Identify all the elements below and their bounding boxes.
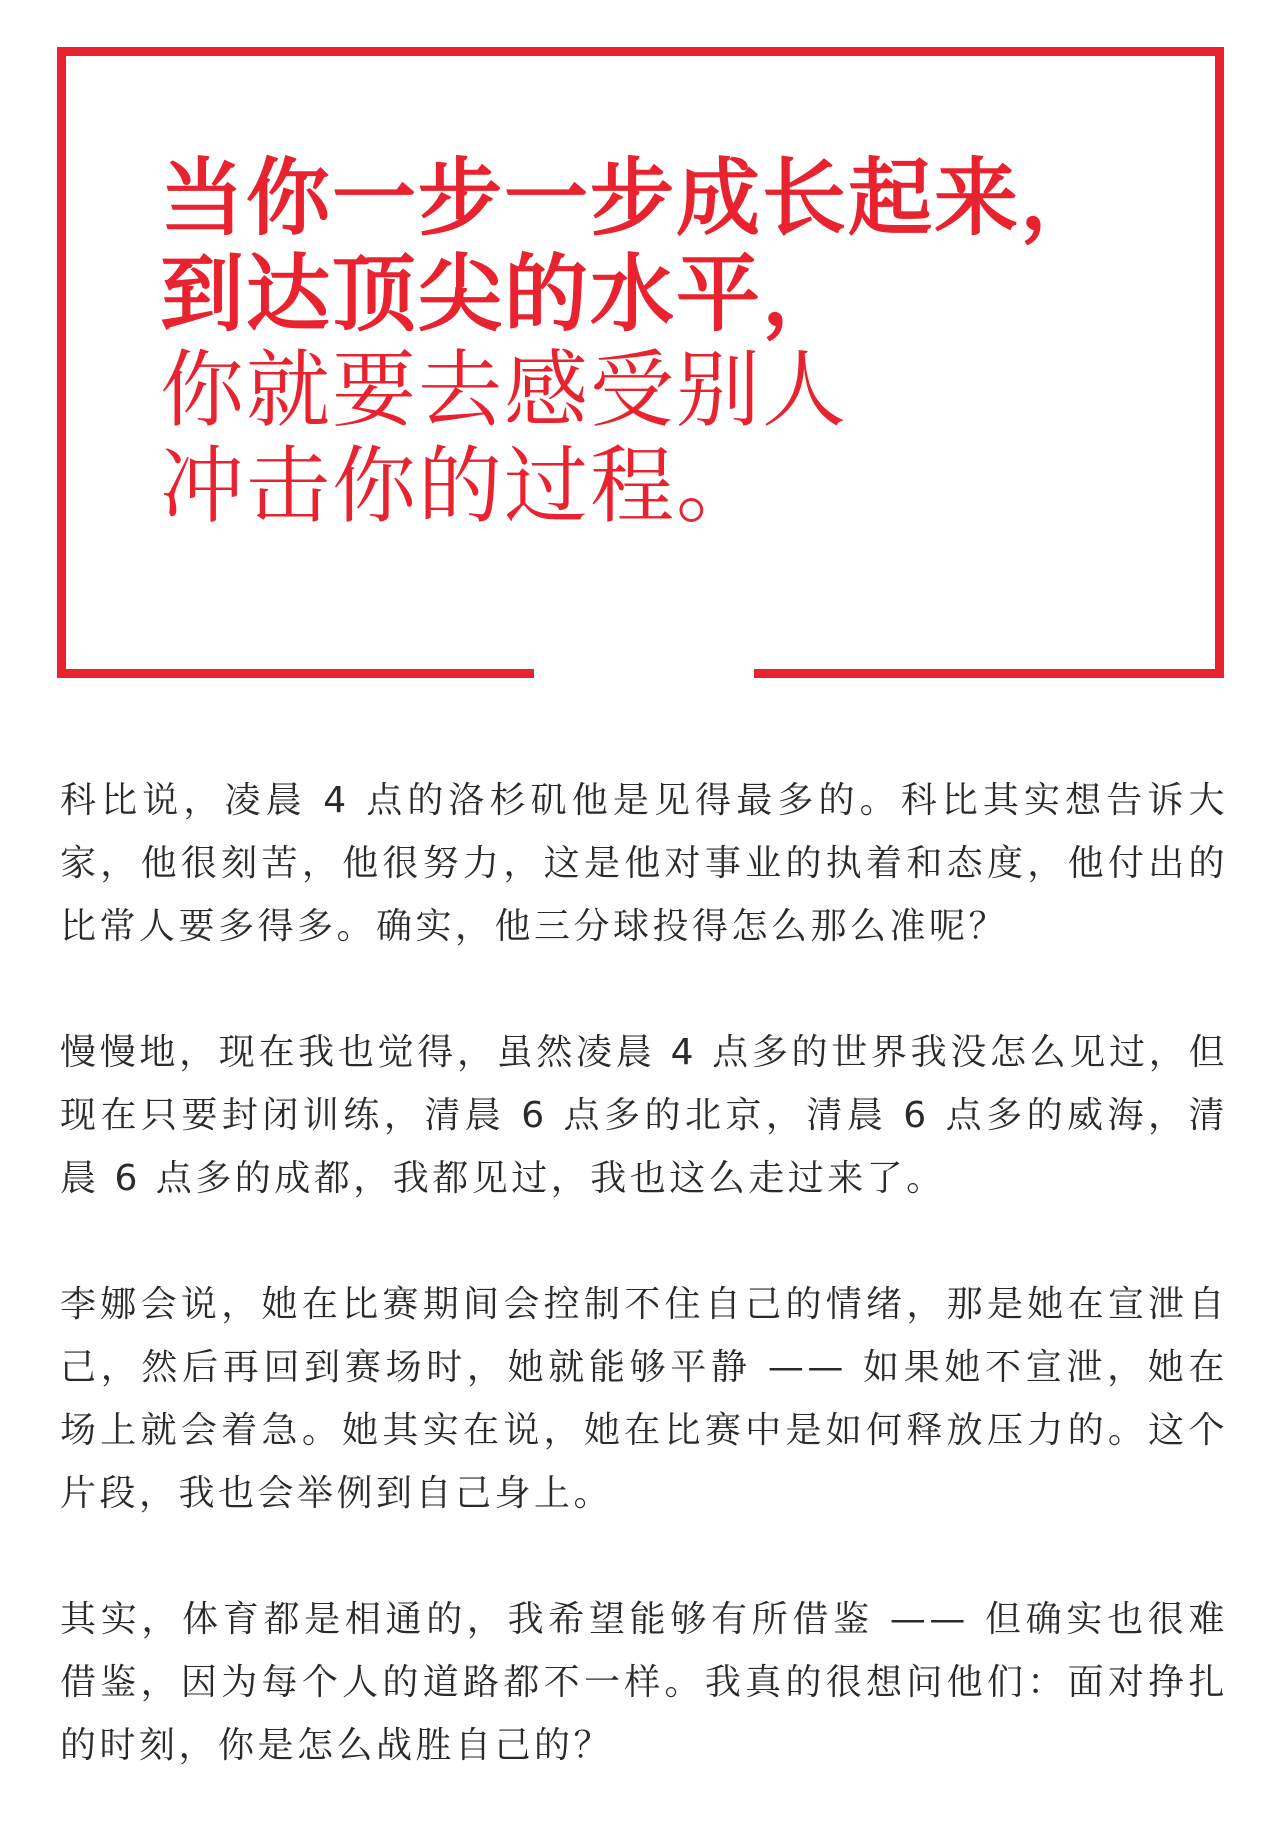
article-body: [60, 769, 1228, 1840]
quote-line-4: 冲击你的过程。: [160, 437, 763, 535]
quote-line-2: 到达顶尖的水平，: [160, 245, 849, 343]
quote-frame-bottom-right: [754, 669, 1224, 678]
paragraph-2: 慢慢地，现在我也觉得，虽然凌晨 4 点多的世界我没怎么见过，但现在只要封闭训练，清晨 6 点多的北京，清晨 6 点多的威海，清晨 6 点多的成都，我都见过，我也这么走过来了。: [60, 1032, 1228, 1199]
paragraph-1: 科比说，凌晨 4 点的洛杉矶他是见得最多的。科比其实想告诉大家，他很刻苦，他很努力，这是他对事业的执着和态度，他付出的比常人要多得多。确实，他三分球投得怎么那么准呢？: [60, 780, 1228, 947]
quote-line-1: 当你一步一步成长起来，: [160, 149, 1107, 247]
paragraph-3: 李娜会说，她在比赛期间会控制不住自己的情绪，那是她在宣泄自己，然后再回到赛场时，她就能够平静 —— 如果她不宣泄，她在场上就会着急。她其实在说，她在比赛中是如何释放压力的。这个片段，我也会举例到自己身上。: [60, 1284, 1228, 1514]
quote-frame-bottom-left: [57, 669, 534, 678]
pull-quote: [160, 150, 1180, 534]
paragraph-4: 其实，体育都是相通的，我希望能够有所借鉴 —— 但确实也很难借鉴，因为每个人的道路都不一样。我真的很想问他们：面对挣扎的时刻，你是怎么战胜自己的？: [60, 1599, 1228, 1766]
quote-line-3: 你就要去感受别人: [160, 341, 849, 439]
